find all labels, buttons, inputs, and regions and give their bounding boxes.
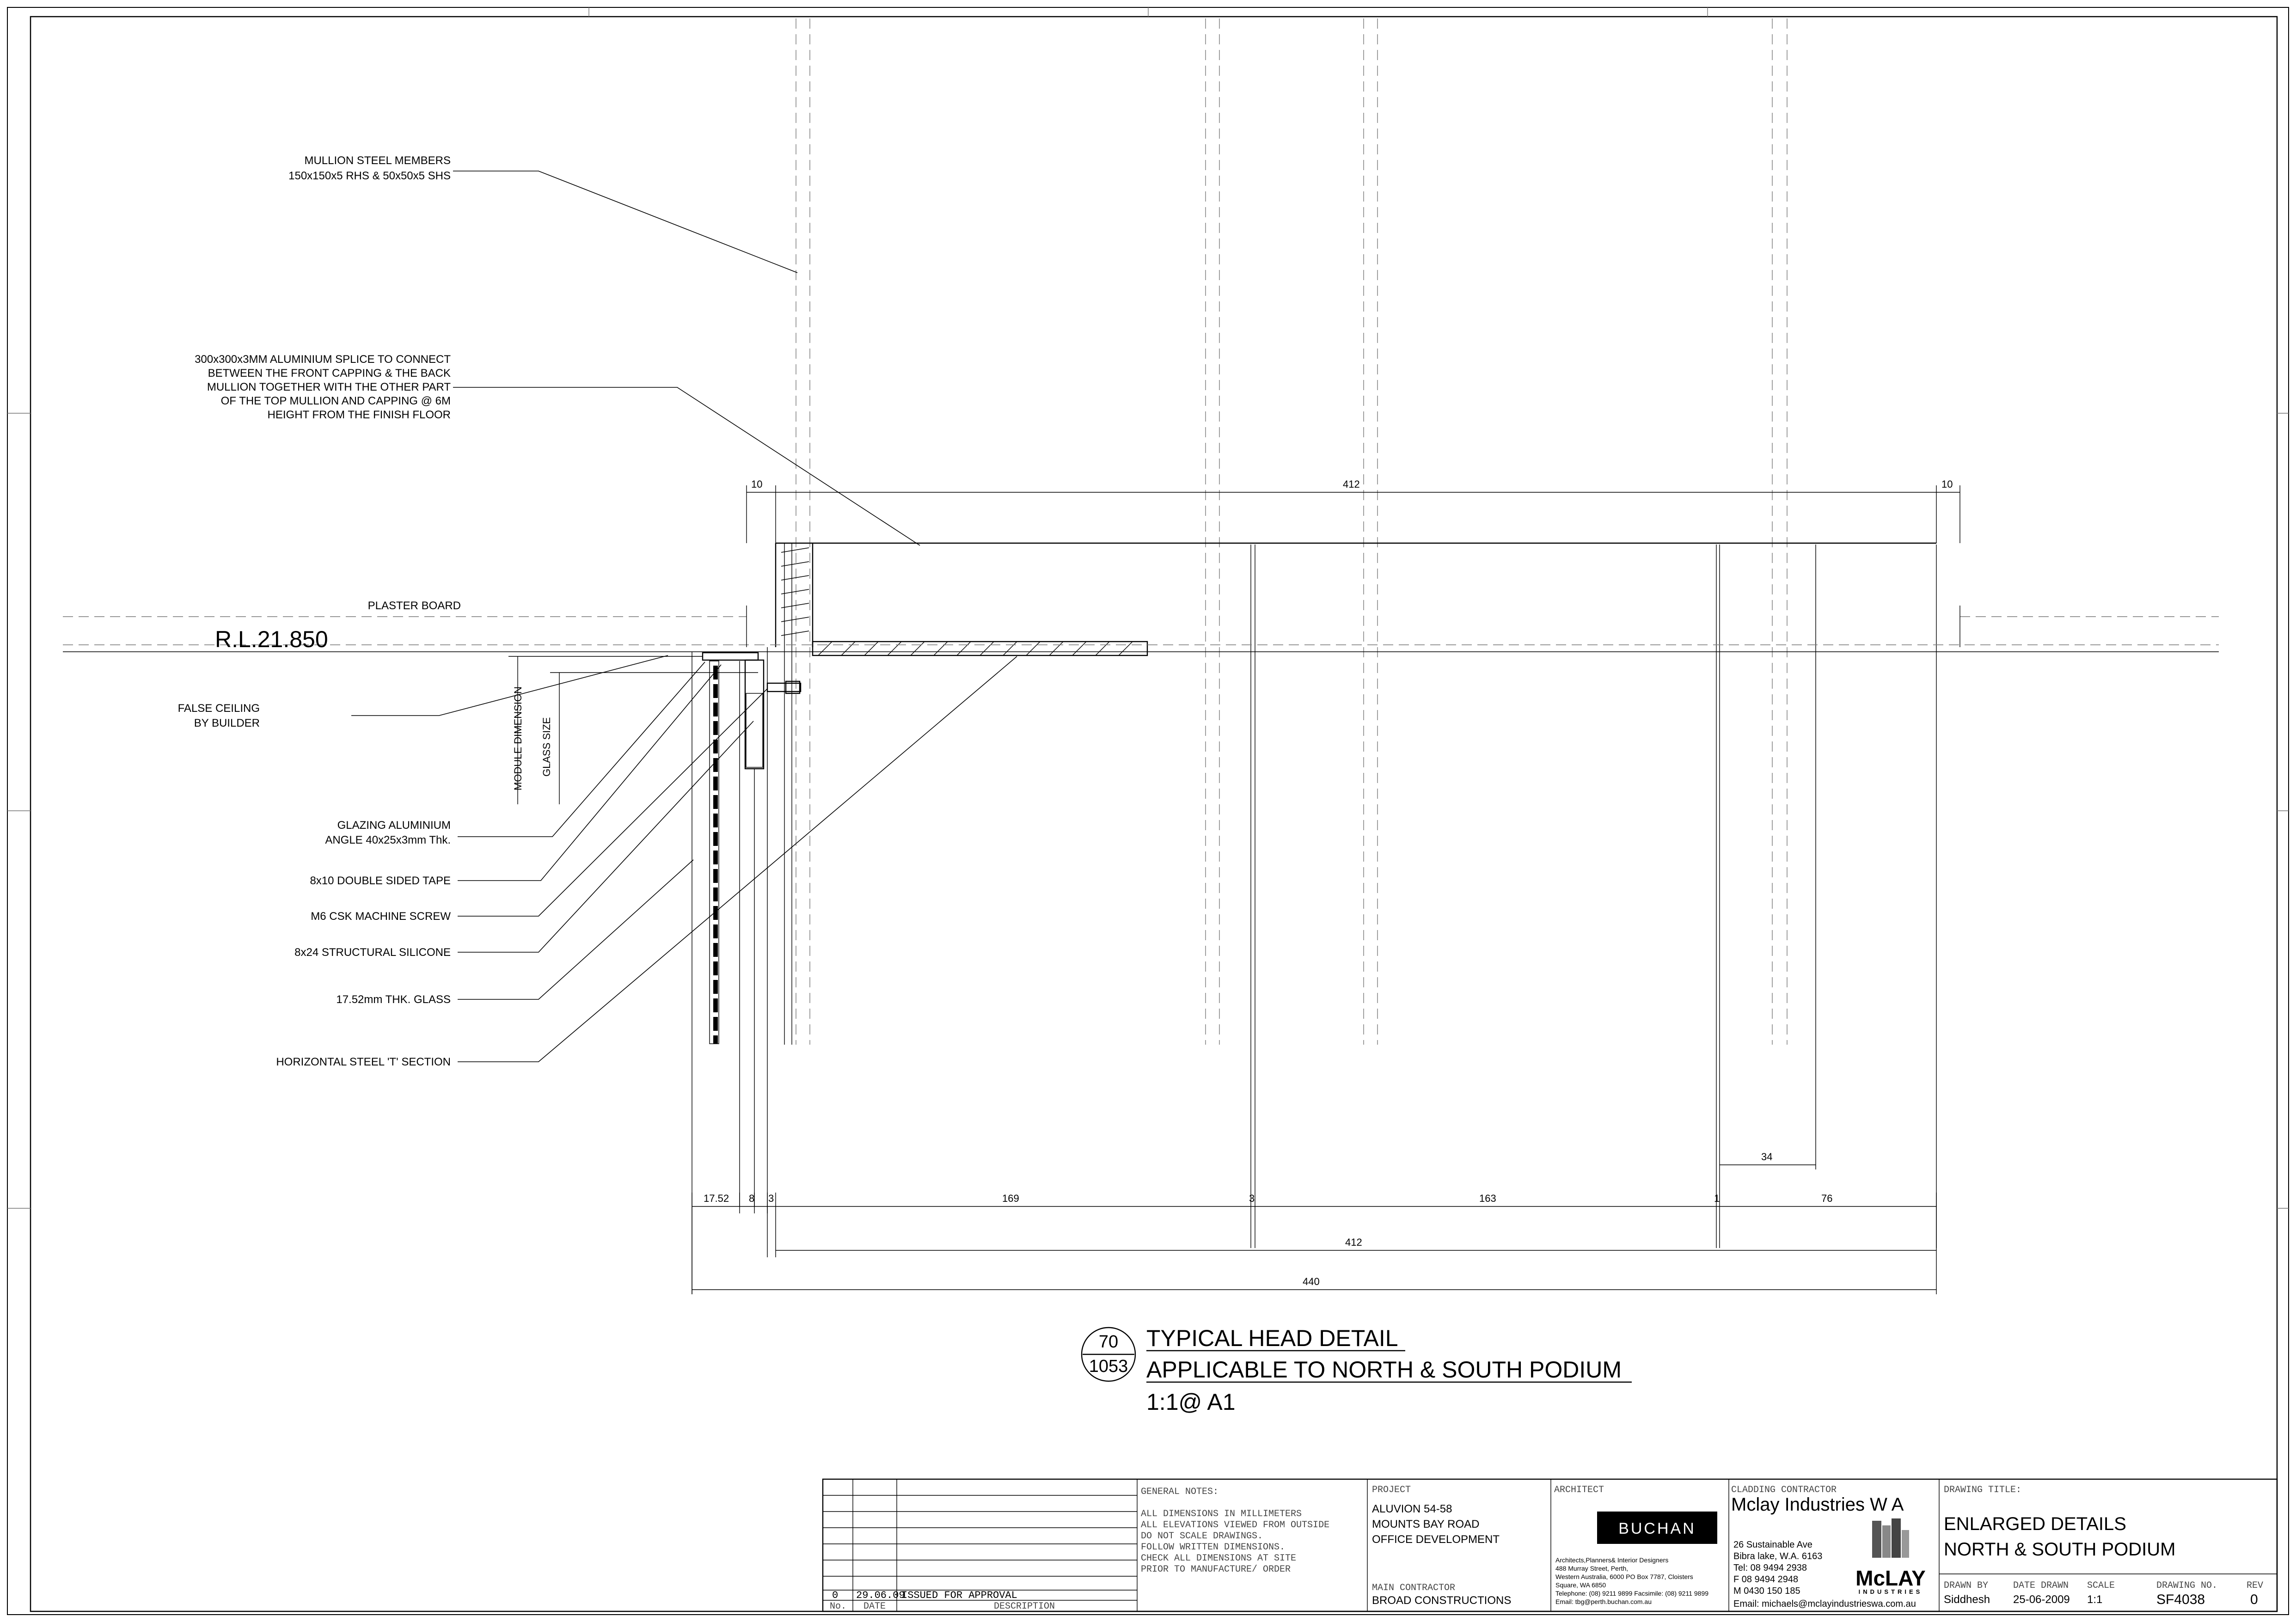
drawing-title-line-2: NORTH & SOUTH PODIUM xyxy=(1944,1539,2176,1560)
architect-detail-2: 488 Murray Street, Perth, xyxy=(1555,1565,1629,1572)
drawing-no-heading: DRAWING NO. xyxy=(2156,1580,2218,1591)
detail-ref-top: 70 xyxy=(1098,1332,1119,1352)
main-contractor-name: BROAD CONSTRUCTIONS xyxy=(1372,1594,1512,1607)
general-note-5: CHECK ALL DIMENSIONS AT SITE xyxy=(1141,1553,1297,1564)
dim-top-left: 10 xyxy=(751,478,763,490)
revision-row-description: ISSUED FOR APPROVAL xyxy=(901,1590,1017,1601)
label-glazing-angle-2: ANGLE 40x25x3mm Thk. xyxy=(325,834,451,846)
glass-size-label: GLASS SIZE xyxy=(541,717,552,777)
label-splice-2: BETWEEN THE FRONT CAPPING & THE BACK xyxy=(208,367,451,379)
detail-title-line-1: TYPICAL HEAD DETAIL xyxy=(1146,1325,1398,1351)
buchan-logo-text: BUCHAN xyxy=(1618,1520,1696,1537)
rev-value: 0 xyxy=(2250,1592,2258,1607)
label-mullion-members-1: MULLION STEEL MEMBERS xyxy=(304,154,451,167)
rev-header-date: DATE xyxy=(863,1601,886,1612)
architect-detail-6: Email: tbg@perth.buchan.com.au xyxy=(1555,1598,1652,1605)
drawn-by-value: Siddhesh xyxy=(1944,1593,1990,1606)
architect-heading: ARCHITECT xyxy=(1554,1485,1604,1495)
cladding-detail-2: Bibra lake, W.A. 6163 xyxy=(1733,1551,1823,1561)
label-glazing-angle-1: GLAZING ALUMINIUM xyxy=(337,819,451,832)
mullion-solid-lines xyxy=(784,543,1936,1248)
drawing-no-value: SF4038 xyxy=(2156,1592,2205,1607)
cladding-email: Email: michaels@mclayindustrieswa.com.au xyxy=(1733,1599,1916,1609)
detail-title-line-2: APPLICABLE TO NORTH & SOUTH PODIUM xyxy=(1146,1357,1622,1383)
revision-row-date: 29.06.09 xyxy=(856,1590,905,1601)
general-note-6: PRIOR TO MANUFACTURE/ ORDER xyxy=(1141,1564,1291,1575)
project-heading: PROJECT xyxy=(1372,1485,1411,1495)
splice-hatch xyxy=(781,548,809,636)
label-splice-1: 300x300x3MM ALUMINIUM SPLICE TO CONNECT xyxy=(195,353,451,366)
dim-3b: 3 xyxy=(1249,1193,1255,1204)
cladding-detail-4: F 08 9494 2948 xyxy=(1733,1574,1799,1585)
scale-value: 1:1 xyxy=(2087,1593,2103,1606)
label-t-section: HORIZONTAL STEEL 'T' SECTION xyxy=(276,1056,451,1068)
t-section-flange xyxy=(813,642,1147,655)
detail-scale: 1:1@ A1 xyxy=(1146,1389,1236,1415)
drawn-by-heading: DRAWN BY xyxy=(1944,1580,1989,1591)
dim-3a: 3 xyxy=(768,1193,774,1204)
dim-34: 34 xyxy=(1761,1151,1773,1163)
scale-heading: SCALE xyxy=(2087,1580,2115,1591)
cladding-heading: CLADDING CONTRACTOR xyxy=(1731,1485,1837,1495)
revision-row-rev: 0 xyxy=(832,1590,839,1601)
main-contractor-heading: MAIN CONTRACTOR xyxy=(1372,1583,1456,1593)
mclay-logo-text: McLAY xyxy=(1855,1566,1926,1590)
general-note-2: ALL ELEVATIONS VIEWED FROM OUTSIDE xyxy=(1141,1520,1330,1530)
drawing-title-heading: DRAWING TITLE: xyxy=(1944,1485,2022,1495)
glazing-assembly xyxy=(703,653,801,1044)
cladding-detail-3: Tel: 08 9494 2938 xyxy=(1733,1563,1807,1573)
top-dimension-lines xyxy=(747,485,1960,543)
label-false-ceiling-1: FALSE CEILING xyxy=(178,702,260,715)
title-block xyxy=(823,1479,2277,1612)
mclay-logo-sub: INDUSTRIES xyxy=(1858,1588,1923,1595)
dim-1: 1 xyxy=(1714,1193,1720,1204)
label-splice-3: MULLION TOGETHER WITH THE OTHER PART xyxy=(207,381,451,393)
dim-169: 169 xyxy=(1002,1193,1019,1204)
general-note-3: DO NOT SCALE DRAWINGS. xyxy=(1141,1531,1263,1542)
project-line-2: MOUNTS BAY ROAD xyxy=(1372,1518,1480,1530)
label-false-ceiling-2: BY BUILDER xyxy=(194,717,260,729)
architect-detail-3: Western Australia, 6000 PO Box 7787, Cloisters xyxy=(1555,1573,1693,1580)
project-line-3: OFFICE DEVELOPMENT xyxy=(1372,1533,1500,1546)
label-glass: 17.52mm THK. GLASS xyxy=(336,993,451,1006)
detail-title xyxy=(1082,1325,1632,1415)
detail-ref-bottom: 1053 xyxy=(1089,1357,1128,1376)
cladding-detail-1: 26 Sustainable Ave xyxy=(1733,1540,1812,1550)
dim-412: 412 xyxy=(1345,1236,1362,1248)
plaster-board-lines xyxy=(63,617,2219,645)
rev-header-description: DESCRIPTION xyxy=(994,1601,1055,1612)
dim-76: 76 xyxy=(1821,1193,1833,1204)
dim-163: 163 xyxy=(1479,1193,1496,1204)
dim-top-right: 10 xyxy=(1941,478,1953,490)
label-tape: 8x10 DOUBLE SIDED TAPE xyxy=(310,875,451,887)
mullion-dashed-lines xyxy=(796,18,1787,1045)
dim-top-mid: 412 xyxy=(1343,478,1360,490)
label-plaster-board: PLASTER BOARD xyxy=(367,600,461,612)
note-labels xyxy=(178,154,461,1068)
cladding-detail-5: M 0430 150 185 xyxy=(1733,1586,1800,1596)
label-splice-5: HEIGHT FROM THE FINISH FLOOR xyxy=(267,409,451,421)
general-note-4: FOLLOW WRITTEN DIMENSIONS. xyxy=(1141,1542,1286,1553)
date-drawn-heading: DATE DRAWN xyxy=(2013,1580,2069,1591)
label-splice-4: OF THE TOP MULLION AND CAPPING @ 6M xyxy=(220,395,451,407)
architect-detail-1: Architects,Planners& Interior Designers xyxy=(1555,1556,1669,1564)
label-screw: M6 CSK MACHINE SCREW xyxy=(311,910,451,923)
dim-8: 8 xyxy=(749,1193,755,1204)
rev-header-no: No. xyxy=(830,1601,847,1612)
dim-440: 440 xyxy=(1303,1276,1320,1287)
mclay-logo xyxy=(1855,1518,1926,1595)
rev-heading: REV xyxy=(2247,1580,2264,1591)
border-ticks xyxy=(7,7,2289,1208)
general-note-1: ALL DIMENSIONS IN MILLIMETERS xyxy=(1141,1509,1302,1519)
splice-capping xyxy=(776,543,1936,647)
label-mullion-members-2: 150x150x5 RHS & 50x50x5 SHS xyxy=(288,170,451,182)
architect-detail-4: Square, WA 6850 xyxy=(1555,1581,1606,1589)
dim-17-52: 17.52 xyxy=(704,1193,729,1204)
date-drawn-value: 25-06-2009 xyxy=(2013,1593,2070,1606)
module-dimension-label: MODULE DIMENSION xyxy=(512,686,524,790)
drawing-title-line-1: ENLARGED DETAILS xyxy=(1944,1514,2126,1534)
label-silicone: 8x24 STRUCTURAL SILICONE xyxy=(294,946,451,959)
plaster-board-stubs xyxy=(747,606,1960,647)
architect-detail-5: Telephone: (08) 9211 9899 Facsimile: (08) 9211 9899 xyxy=(1555,1590,1709,1597)
general-notes-heading: GENERAL NOTES: xyxy=(1141,1487,1219,1497)
label-rl: R.L.21.850 xyxy=(215,626,328,652)
project-line-1: ALUVION 54-58 xyxy=(1372,1503,1452,1515)
cladding-name: Mclay Industries W A xyxy=(1731,1494,1904,1515)
